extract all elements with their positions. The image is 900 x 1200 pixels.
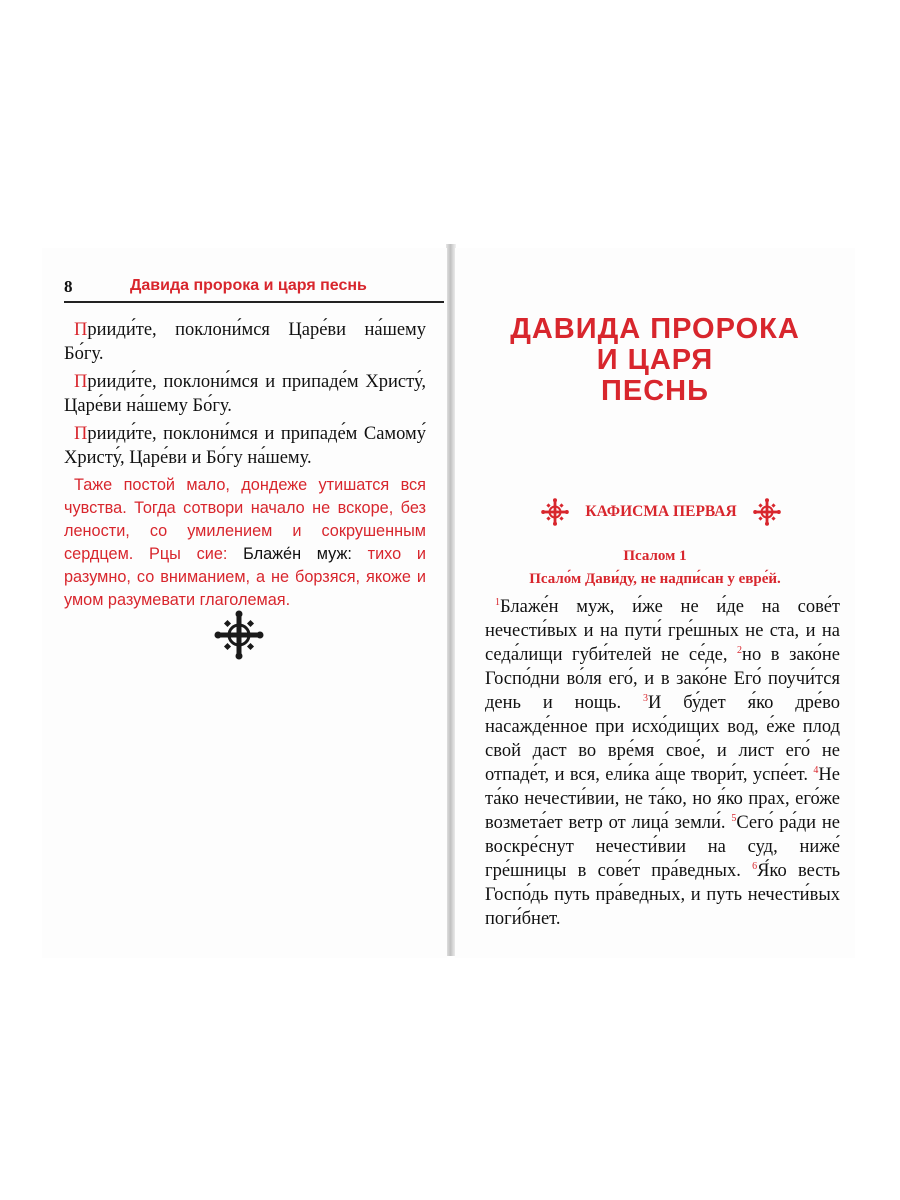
rubric-text: тихо и разумно, со вниманием, а не борзяся, якоже и умом разумевати глаголемая. <box>64 545 426 609</box>
kathisma-label: КАФИСМА ПЕРВАЯ <box>585 503 737 520</box>
verse-number: 4 <box>813 764 819 776</box>
prayer-paragraph-2 <box>64 370 426 418</box>
rubric-instruction <box>64 474 426 612</box>
verse-text: Я́ко весть Госпо́дь путь пра́ведных, и путь нечести́вых поги́бнет. <box>485 861 841 929</box>
red-initial: П <box>74 372 88 392</box>
verse-number: 3 <box>642 692 648 704</box>
psalm-text <box>485 595 840 931</box>
prayer-paragraph-3 <box>64 422 426 470</box>
prayer-paragraph-1 <box>64 318 426 366</box>
left-page-body <box>64 318 426 612</box>
cross-ornament-icon <box>753 498 781 526</box>
verse-text: И бу́дет я́ко дре́во насажде́нное при исхо́дищих вод, е́же плод свой даст во вре́мя свое́, и лист его́ не отпаде́т, и вся, ели́ка а́ще твори́т, успе́ет. <box>485 693 840 785</box>
red-initial: П <box>74 320 88 340</box>
psalm-subtitle: Псало́м Дави́ду, не надпи́сан у евре́й. <box>529 571 781 587</box>
verse-text: Не та́ко нечести́вии, не та́ко, но я́ко прах, его́же возмета́ет ветр от лица́ земли́. <box>485 765 840 833</box>
prayer-text: рииди́те, поклони́мся и припаде́м Христу́, Царе́ви на́шему Бо́гу. <box>64 372 426 416</box>
verse-number: 6 <box>752 860 758 872</box>
verse-text: Блаже́н муж, и́же не и́де на сове́т нечести́вых и на пути́ гре́шных не ста, и на седа́лищи губи́телей не се́де, <box>485 597 840 665</box>
right-page <box>455 248 855 958</box>
rubric-text: Таже постой мало, дондеже утишатся вся чувства. Тогда сотвори начало не вскоре, без лености, со умилением и сокрушенным сердцем. Рцы сие: <box>64 476 426 563</box>
prayer-text: рииди́те, поклони́мся и припаде́м Самому́ Христу́, Царе́ви и Бо́гу на́шему. <box>64 424 426 468</box>
cross-ornament-icon <box>214 610 264 660</box>
kathisma-heading <box>541 496 781 528</box>
verse-number: 1 <box>495 596 500 608</box>
verse-number: 2 <box>737 644 743 656</box>
cross-ornament-icon <box>541 498 569 526</box>
section-title-line: ДАВИДА ПРОРОКА <box>510 313 800 345</box>
verse-number: 5 <box>731 812 737 824</box>
section-title-line: И ЦАРЯ <box>596 344 714 376</box>
left-page <box>42 248 447 958</box>
prayer-text: рииди́те, поклони́мся Царе́ви на́шему Бо́гу. <box>64 320 426 364</box>
verse-text: но в зако́не Госпо́дни во́ля его́, и в зако́не Его́ поучи́тся день и нощь. <box>485 645 840 713</box>
rubric-incipit: Блаже́н муж: <box>243 545 352 563</box>
red-initial: П <box>74 424 88 444</box>
running-head <box>64 275 444 303</box>
verse-text: Сего́ ра́ди не воскре́снут нечести́вии на суд, ниже́ гре́шницы в сове́т пра́ведных. <box>485 813 840 881</box>
psalm-number: Псалом 1 <box>623 548 687 564</box>
section-title-line: ПЕСНЬ <box>601 375 709 407</box>
running-title: Давида пророка и царя песнь <box>130 277 367 294</box>
section-title <box>490 314 820 407</box>
page-number: 8 <box>64 277 73 296</box>
